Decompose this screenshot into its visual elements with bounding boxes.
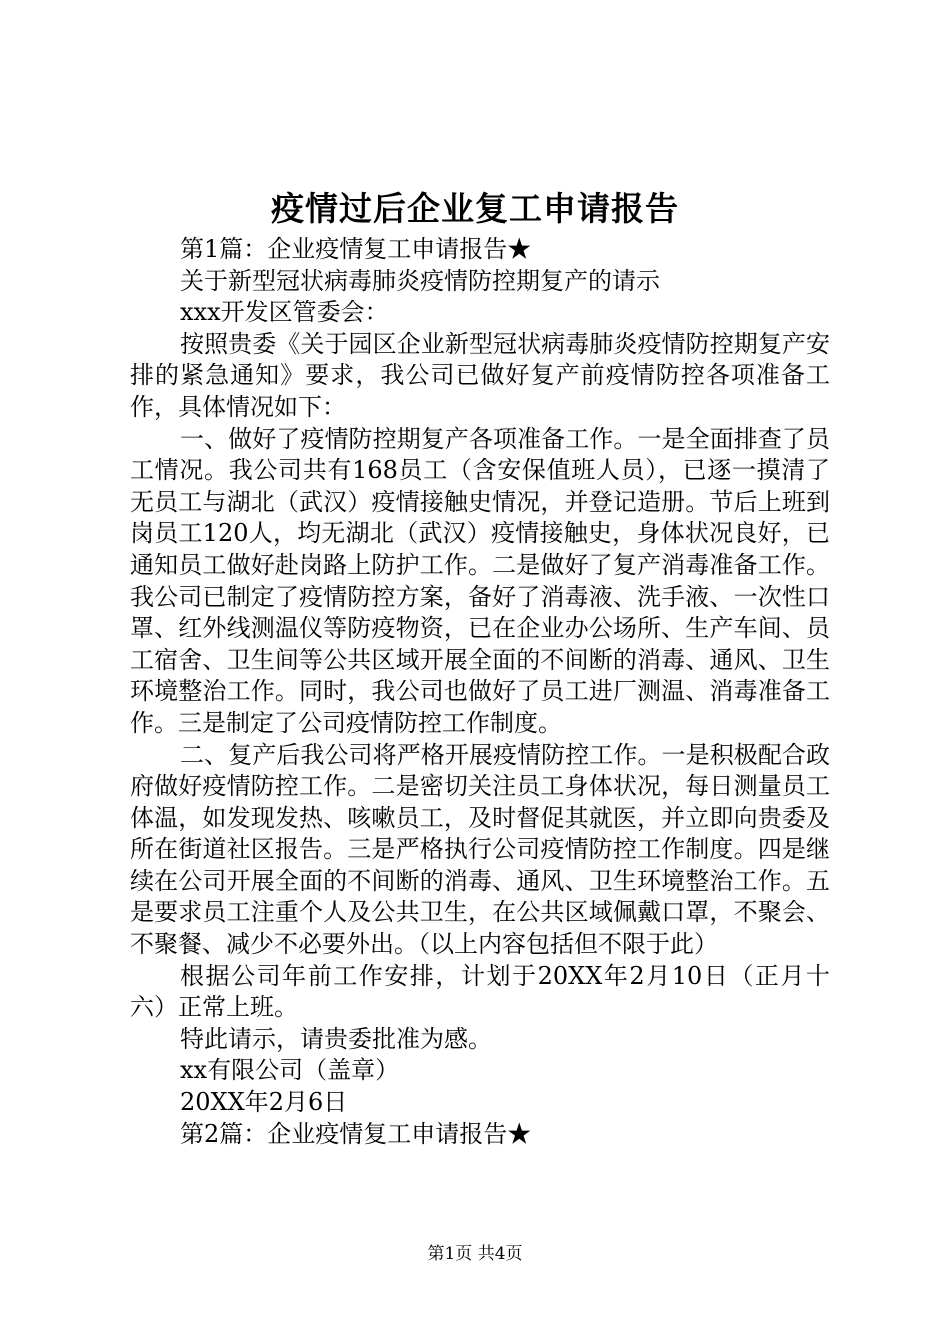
signature-date: 20XX年2月6日 [180, 1088, 348, 1117]
section-heading-1: 第1篇：企业疫情复工申请报告★ [180, 235, 532, 263]
signature-company: xx有限公司（盖章） [180, 1056, 400, 1085]
schedule-paragraph: 根据公司年前工作安排，计划于20XX年2月10日（正月十六）正常上班。 [130, 961, 830, 1022]
recipient-line: xxx开发区管委会： [180, 298, 389, 327]
request-title: 关于新型冠状病毒肺炎疫情防控期复产的请示 [180, 266, 660, 295]
intro-paragraph: 按照贵委《关于园区企业新型冠状病毒肺炎疫情防控期复产安排的紧急通知》要求，我公司已做好复产前疫情防控各项准备工作，具体情况如下： [130, 329, 830, 421]
closing-line: 特此请示，请贵委批准为感。 [180, 1024, 492, 1053]
section-heading-2: 第2篇：企业疫情复工申请报告★ [180, 1119, 532, 1148]
document-title: 疫情过后企业复工申请报告 [271, 189, 679, 228]
post-resumption-paragraph: 二、复产后我公司将严格开展疫情防控工作。一是积极配合政府做好疫情防控工作。二是密切关注员工身体状况，每日测量员工体温，如发现发热、咳嗽员工，及时督促其就医，并立即向贵委及所在街道社区报告。三是严格执行公司疫情防控工作制度。四是继续在公司开展全面的不间断的消毒、通风、卫生环境整治工作。五是要求员工注重个人及公共卫生，在公共区域佩戴口罩，不聚会、不聚餐、减少不必要外出。（以上内容包括但不限于此） [130, 740, 830, 959]
document-body [130, 234, 830, 1150]
preparation-paragraph: 一、做好了疫情防控期复产各项准备工作。一是全面排查了员工情况。我公司共有168员工（含安保值班人员），已逐一摸清了无员工与湖北（武汉）疫情接触史情况，并登记造册。节后上班到岗员工120人，均无湖北（武汉）疫情接触史，身体状况良好，已通知员工做好赴岗路上防护工作。二是做好了复产消毒准备工作。我公司已制定了疫情防控方案，备好了消毒液、洗手液、一次性口罩、红外线测温仪等防疫物资，已在企业办公场所、生产车间、员工宿舍、卫生间等公共区域开展全面的不间断的消毒、通风、卫生环境整治工作。同时，我公司也做好了员工进厂测温、消毒准备工作。三是制定了公司疫情防控工作制度。 [130, 424, 830, 737]
page-footer: 第1页 共4页 [427, 1244, 523, 1264]
